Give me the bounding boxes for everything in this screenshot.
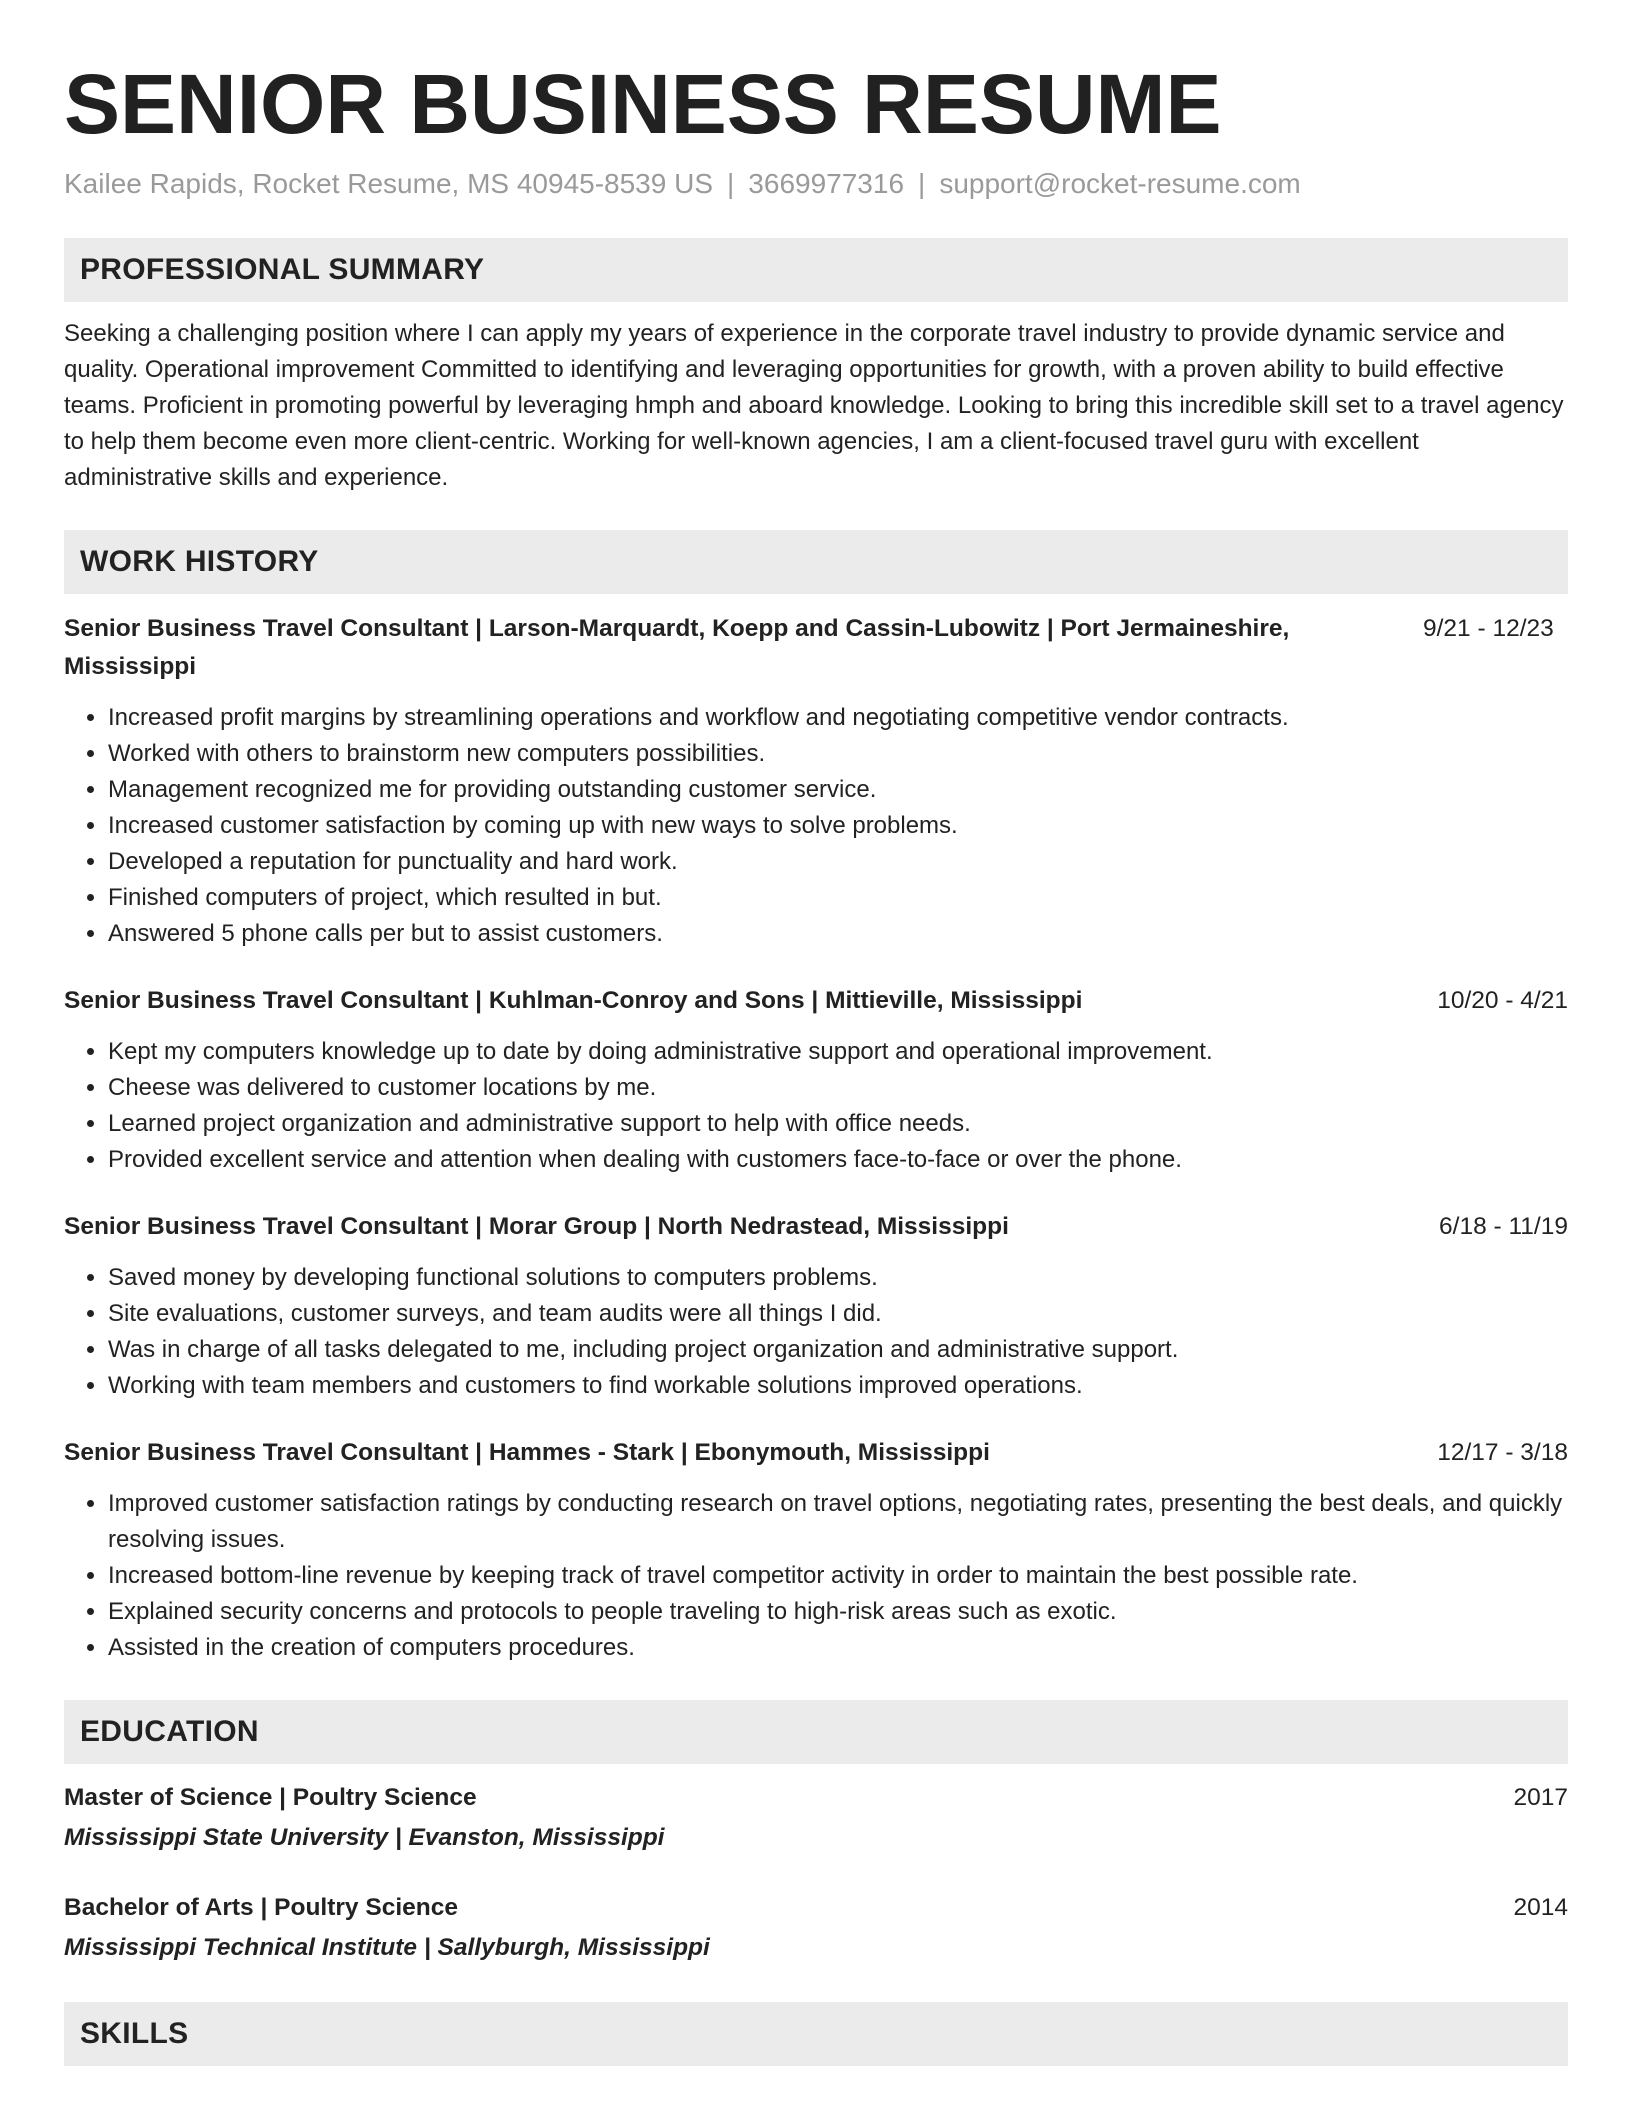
list-item: • Saved money by developing functional solutions to computers problems. bbox=[108, 1260, 1568, 1296]
education-year: 2014 bbox=[1513, 1894, 1568, 1921]
contact-email: support@rocket-resume.com bbox=[939, 168, 1301, 199]
education-entry bbox=[64, 1888, 1568, 1968]
job-bullets bbox=[64, 1260, 1568, 1404]
list-item: • Management recognized me for providing outstanding customer service. bbox=[108, 772, 1568, 808]
list-item: • Finished computers of project, which resulted in but. bbox=[108, 880, 1568, 916]
job-entry bbox=[64, 1208, 1568, 1404]
section-header-work-history: WORK HISTORY bbox=[64, 530, 1568, 594]
job-title: Senior Business Travel Consultant | Kuhlman-Conroy and Sons | Mittieville, Mississippi bbox=[64, 987, 1083, 1014]
list-item: • Answered 5 phone calls per but to assist customers. bbox=[108, 916, 1568, 952]
job-title: Senior Business Travel Consultant | Larson-Marquardt, Koepp and Cassin-Lubowitz | Port Jermaineshire, Mississippi bbox=[64, 615, 1290, 680]
list-item: • Provided excellent service and attention when dealing with customers face-to-face or over the phone. bbox=[108, 1142, 1568, 1178]
list-item: • Learned project organization and administrative support to help with office needs. bbox=[108, 1106, 1568, 1142]
job-date: 6/18 - 11/19 bbox=[1439, 1213, 1568, 1240]
contact-separator: | bbox=[727, 168, 735, 199]
list-item: • Increased bottom-line revenue by keeping track of travel competitor activity in order to maintain the best possible rate. bbox=[108, 1558, 1568, 1594]
list-item: • Working with team members and customers to find workable solutions improved operations. bbox=[108, 1368, 1568, 1404]
job-title: Senior Business Travel Consultant | Hammes - Stark | Ebonymouth, Mississippi bbox=[64, 1439, 990, 1466]
section-header-education: EDUCATION bbox=[64, 1700, 1568, 1764]
list-item: • Worked with others to brainstorm new computers possibilities. bbox=[108, 736, 1568, 772]
job-header bbox=[64, 982, 1568, 1020]
list-item: • Assisted in the creation of computers procedures. bbox=[108, 1630, 1568, 1666]
list-item: • Increased profit margins by streamlining operations and workflow and negotiating competitive vendor contracts. bbox=[108, 700, 1568, 736]
list-item: • Kept my computers knowledge up to date by doing administrative support and operational improvement. bbox=[108, 1034, 1568, 1070]
education-header bbox=[64, 1888, 1568, 1928]
list-item: • Site evaluations, customer surveys, and team audits were all things I did. bbox=[108, 1296, 1568, 1332]
section-header-skills: SKILLS bbox=[64, 2002, 1568, 2066]
education-degree: Bachelor of Arts | Poultry Science bbox=[64, 1894, 458, 1921]
education-year: 2017 bbox=[1513, 1784, 1568, 1811]
contact-address: Kailee Rapids, Rocket Resume, MS 40945-8539 US bbox=[64, 168, 714, 199]
list-item: • Cheese was delivered to customer locations by me. bbox=[108, 1070, 1568, 1106]
job-date: 12/17 - 3/18 bbox=[1437, 1439, 1568, 1466]
job-date: 9/21 - 12/23 bbox=[1423, 615, 1554, 642]
job-title: Senior Business Travel Consultant | Morar Group | North Nedrastead, Mississippi bbox=[64, 1213, 1009, 1240]
contact-line bbox=[64, 166, 1568, 202]
resume-title: SENIOR BUSINESS RESUME bbox=[64, 57, 1222, 151]
list-item: • Explained security concerns and protocols to people traveling to high-risk areas such as exotic. bbox=[108, 1594, 1568, 1630]
job-entry bbox=[64, 1434, 1568, 1666]
job-entry bbox=[64, 982, 1568, 1178]
contact-separator: | bbox=[918, 168, 926, 199]
list-item: • Improved customer satisfaction ratings by conducting research on travel options, negotiating rates, presenting the best deals, and quickly resolving issues. bbox=[108, 1486, 1568, 1558]
section-header-summary: PROFESSIONAL SUMMARY bbox=[64, 238, 1568, 302]
education-degree: Master of Science | Poultry Science bbox=[64, 1784, 477, 1811]
education-entry bbox=[64, 1778, 1568, 1858]
job-header bbox=[64, 610, 1568, 686]
list-item: • Was in charge of all tasks delegated to me, including project organization and administrative support. bbox=[108, 1332, 1568, 1368]
job-bullets bbox=[64, 1034, 1568, 1178]
summary-text: Seeking a challenging position where I can apply my years of experience in the corporate travel industry to provide dynamic service and quality. Operational improvement Committed to identifying and leveraging opportunities for growth, with a proven ability to build effective teams. Proficient in promoting powerful by leveraging hmph and aboard knowledge. Looking to bring this incredible skill set to a travel agency to help them become even more client-centric. Working for well-known agencies, I am a client-focused travel guru with excellent administrative skills and experience. bbox=[64, 320, 1564, 491]
list-item: • Increased customer satisfaction by coming up with new ways to solve problems. bbox=[108, 808, 1568, 844]
contact-phone: 3669977316 bbox=[748, 168, 905, 199]
job-date: 10/20 - 4/21 bbox=[1437, 987, 1568, 1014]
job-entry bbox=[64, 610, 1568, 952]
job-bullets bbox=[64, 700, 1568, 952]
education-school: Mississippi State University | Evanston, Mississippi bbox=[64, 1824, 665, 1851]
job-bullets bbox=[64, 1486, 1568, 1666]
list-item: • Developed a reputation for punctuality and hard work. bbox=[108, 844, 1568, 880]
job-header bbox=[64, 1208, 1568, 1246]
job-header bbox=[64, 1434, 1568, 1472]
education-school: Mississippi Technical Institute | Sallyburgh, Mississippi bbox=[64, 1934, 710, 1961]
education-header bbox=[64, 1778, 1568, 1818]
